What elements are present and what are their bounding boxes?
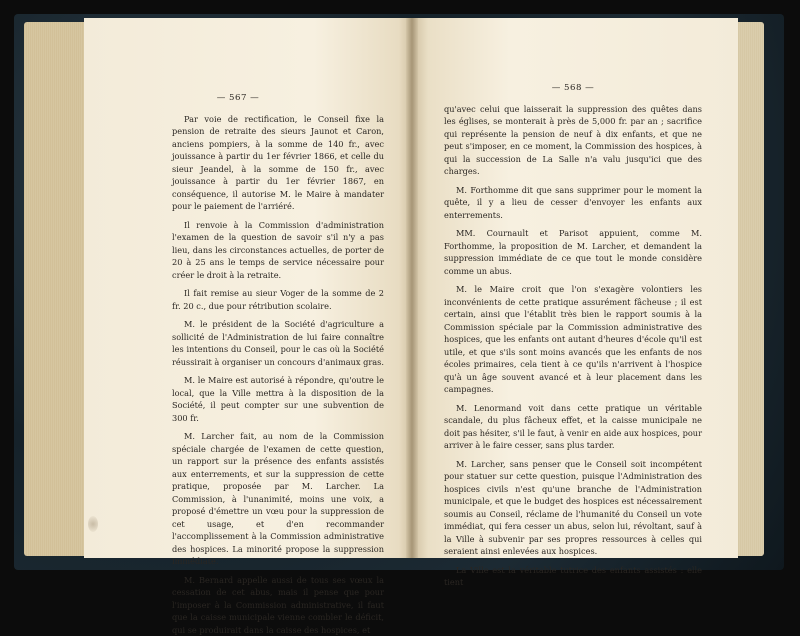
left-page-edges [24, 22, 90, 556]
paragraph: La Ville est la véritable tutrice des enfants assistés : elle tient [444, 564, 702, 589]
right-page-edges [734, 22, 764, 556]
paragraph: M. Bernard appelle aussi de tous ses vœux la cessation de cet abus, mais il pense que pour l'imposer à la Commission administrative, il faut que la caisse municipale vienne combler le déficit, qui se produirait dans la caisse des hospices, et [172, 574, 384, 636]
paper-stain [88, 516, 98, 532]
paragraph: MM. Cournault et Parisot appuient, comme M. Forthomme, la proposition de M. Larcher, et demandent la suppression immédiate de ce que tout le monde considère comme un abus. [444, 227, 702, 277]
paragraph: M. Forthomme dit que sans supprimer pour le moment la quête, il y a lieu de cesser d'envoyer les enfants aux enterrements. [444, 184, 702, 222]
paragraph: Il fait remise au sieur Voger de la somme de 2 fr. 20 c., due pour rétribution scolaire. [172, 287, 384, 312]
paragraph-continued: qu'avec celui que laisserait la suppression des quêtes dans les églises, se monterait à près de 5,000 fr. par an ; sacrifice qui représente la pension de neuf à dix enfants, et que ne peut s'imposer, en ce moment, la Commission des hospices, à qui la succession de La Salle n'a valu jusqu'ici que des charges. [444, 103, 702, 178]
paragraph: Il renvoie à la Commission d'administration l'examen de la question de savoir s'il n'y a pas lieu, dans les circonstances actuelles, de porter de 20 à 25 ans le temps de service nécessaire pour créer le droit à la retraite. [172, 219, 384, 282]
paragraph: M. le Maire croit que l'on s'exagère volontiers les inconvénients de cette pratique assurément fâcheuse ; il est certain, ainsi que l'établit très bien le rapport soumis à la Commission spéciale par la Commission administrative des hospices, que les enfants ont autant d'heures d'école qu'il est utile, et que s'ils sont moins avancés que les enfants de nos écoles primaires, cela tient à ce qu'ils n'arrivent à l'hospice qu'à un âge souvent avancé et à leur placement dans les campagnes. [444, 283, 702, 396]
paragraph: M. Larcher fait, au nom de la Commission spéciale chargée de l'examen de cette question, un rapport sur la présence des enfants assistés aux enterrements, et sur la suppression de cette pratique, proposée par M. Larcher. La Commission, à l'unanimité, moins une voix, a proposé d'émettre un vœu pour la suppression de cet usage, et d'en recommander l'accomplissement à la Commission administrative des hospices. La minorité propose la suppression immédiate. [172, 430, 384, 568]
book-gutter [406, 18, 418, 558]
paragraph: Par voie de rectification, le Conseil fixe la pension de retraite des sieurs Jaunot et Caron, anciens pompiers, à la somme de 140 fr., avec jouissance à partir du 1er février 1866, et celle du sieur Jeandel, à la somme de 150 fr., avec jouissance à partir du 1er février 1867, en conséquence, il autorise M. le Maire à mandater pour le paiement de l'arriéré. [172, 113, 384, 213]
left-page [84, 18, 412, 558]
paragraph: M. Lenormand voit dans cette pratique un véritable scandale, du plus fâcheux effet, et la caisse municipale ne doit pas hésiter, s'il le faut, à venir en aide aux hospices, pour arriver à le faire cesser, sans plus tarder. [444, 402, 702, 452]
left-page-number: — 567 — [92, 92, 384, 105]
right-page-number: — 568 — [444, 82, 702, 95]
right-page [412, 18, 738, 558]
paragraph: M. Larcher, sans penser que le Conseil soit incompétent pour statuer sur cette question, puisque l'Administration des hospices civils n'est qu'une branche de l'Administration municipale, et que le budget des hospices est nécessairement soumis au Conseil, réclame de l'humanité du Conseil un vote immédiat, qui fera cesser un abus, selon lui, révoltant, sauf à la Ville à subvenir par ses propres ressources à celles qui seraient ainsi enlevées aux hospices. [444, 458, 702, 558]
paragraph: M. le Maire est autorisé à répondre, qu'outre le local, que la Ville mettra à la disposition de la Société, il peut compter sur une subvention de 300 fr. [172, 374, 384, 424]
paragraph: M. le président de la Société d'agriculture a sollicité de l'Administration de lui faire connaître les intentions du Conseil, pour le cas où la Société réussirait à organiser un concours d'animaux gras. [172, 318, 384, 368]
